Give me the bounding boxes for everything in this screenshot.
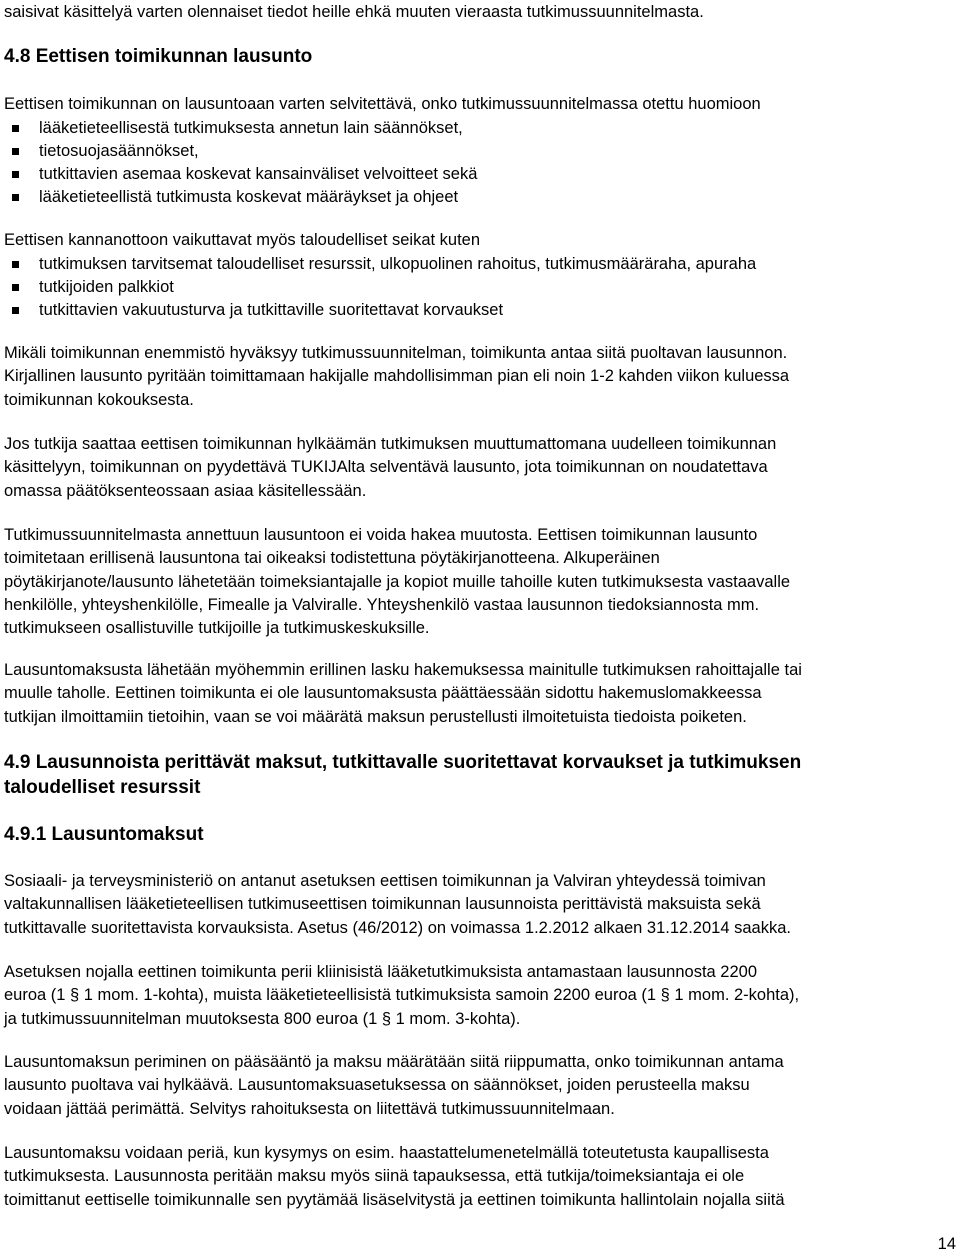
top-line: saisivat käsittelyä varten olennaiset tiedot heille ehkä muuten vieraasta tutkimussuunnitelmasta. [4, 3, 704, 21]
paragraph-line: Mikäli toimikunnan enemmistö hyväksyy tutkimussuunnitelman, toimikunta antaa siitä puoltavan lausunnon. [4, 344, 788, 362]
paragraph-line: toimittanut eettiselle toimikunnalle sen pyytämää lisäselvitystä ja eettinen toimikunta hallintolain nojalla siitä [4, 1190, 785, 1209]
paragraph-line: tutkimukseen osallistuville tutkijoille ja tutkimuskeskuksille. [4, 619, 430, 638]
paragraph-line: tutkimuksesta. Lausunnosta peritään maksu myös siinä tapauksessa, että tutkija/toimeksiantaja ei ole [4, 1167, 745, 1186]
square-bullet-icon [12, 194, 19, 201]
paragraph [4, 961, 956, 1031]
bullet-text: tutkijoiden palkkiot [39, 278, 174, 296]
paragraph-line: muulle taholle. Eettinen toimikunta ei ole lausuntomaksusta päättäessään sidottu hakemuslomakkeessa [4, 684, 762, 703]
paragraph-line: Sosiaali- ja terveysministeriö on antanut asetuksen eettisen toimikunnan ja Valviran yhteydessä toimivan [4, 872, 766, 890]
paragraph-line: Lausuntomaksun periminen on pääsääntö ja maksu määrätään siitä riippumatta, onko toimikunnan antama [4, 1053, 784, 1071]
paragraph [4, 433, 956, 503]
paragraph [4, 524, 956, 640]
heading-4-8: 4.8 Eettisen toimikunnan lausunto [4, 46, 313, 67]
paragraph-line: käsittelyyn, toimikunnan on pyydettävä TUKIJAlta selventävä lausunto, jota toimikunnan on noudatettava [4, 458, 768, 477]
paragraph-line: valtakunnallisen lääketieteellisen tutkimuseettisen toimikunnan lausunnoista perittävistä maksuista sekä [4, 895, 761, 914]
paragraph-line: tutkittavalle suoritettavista korvauksista. Asetus (46/2012) on voimassa 1.2.2012 alkaen 31.12.2014 saakka. [4, 918, 791, 937]
page-number: 14 [937, 1235, 956, 1253]
paragraph [4, 659, 956, 729]
square-bullet-icon [12, 171, 19, 178]
paragraph-line: Kirjallinen lausunto pyritään toimittamaan hakijalle mahdollisimman pian eli noin 1-2 kahden viikon kuluessa [4, 367, 790, 386]
paragraph [4, 1051, 956, 1121]
paragraph [4, 1142, 956, 1212]
paragraph-line: omassa päätöksenteossaan asiaa käsitellessään. [4, 481, 367, 500]
paragraph [4, 342, 956, 412]
square-bullet-icon [12, 148, 19, 155]
paragraph-line: ja tutkimussuunnitelman muutoksesta 800 euroa (1 § 1 mom. 3-kohta). [4, 1009, 521, 1028]
bullet-text: lääketieteellistä tutkimusta koskevat määräykset ja ohjeet [39, 188, 459, 206]
square-bullet-icon [12, 284, 19, 291]
square-bullet-icon [12, 125, 19, 132]
bullet-text: tutkimuksen tarvitsemat taloudelliset resurssit, ulkopuolinen rahoitus, tutkimusmääräraha, apuraha [39, 255, 757, 273]
section-4-8-intro2: Eettisen kannanottoon vaikuttavat myös taloudelliset seikat kuten [4, 231, 481, 249]
bullet-text: lääketieteellisestä tutkimuksesta annetun lain säännökset, [39, 119, 463, 137]
heading-4-9-line1: 4.9 Lausunnoista perittävät maksut, tutkittavalle suoritettavat korvaukset ja tutkimuksen [4, 752, 802, 773]
paragraph-line: henkilölle, yhteyshenkilölle, Fimealle ja Valviralle. Yhteyshenkilö vastaa lausunnon tiedoksiannosta mm. [4, 595, 760, 614]
heading-4-9-1: 4.9.1 Lausuntomaksut [4, 824, 204, 845]
square-bullet-icon [12, 261, 19, 268]
paragraph-line: Lausuntomaksusta lähetään myöhemmin erillinen lasku hakemuksessa mainitulle tutkimuksen rahoittajalle tai [4, 661, 802, 679]
paragraph-line: Lausuntomaksu voidaan periä, kun kysymys on esim. haastattelumenetelmällä toteutetusta kaupallisesta [4, 1144, 769, 1162]
bullet-text: tutkittavien asemaa koskevat kansainväliset velvoitteet sekä [39, 165, 478, 183]
heading-4-9-line2: taloudelliset resurssit [4, 777, 201, 798]
paragraph-line: toimitetaan erillisenä lausuntona tai oikeaksi todistettuna pöytäkirjanotteena. Alkuperäinen [4, 549, 660, 568]
paragraph-line: lausunto puoltava vai hylkäävä. Lausuntomaksuasetuksessa on säännökset, joiden perusteella maksu [4, 1076, 750, 1095]
paragraph-line: tutkijan ilmoittamiin tietoihin, vaan se voi määrätä maksun perustellusti ilmoitetuista tiedoista poiketen. [4, 707, 747, 726]
paragraph-line: toimikunnan kokouksesta. [4, 390, 194, 409]
paragraph-line: Asetuksen nojalla eettinen toimikunta perii kliinisistä lääketutkimuksista antamastaan lausunnosta 2200 [4, 963, 758, 981]
paragraph [4, 870, 956, 940]
paragraph-line: pöytäkirjanote/lausunto lähetetään toimeksiantajalle ja kopiot muille tahoille kuten tutkimuksesta vastaavalle [4, 572, 791, 591]
paragraph-line: voidaan jättää perimättä. Selvitys rahoituksesta on liitettävä tutkimussuunnitelmaan. [4, 1099, 615, 1118]
square-bullet-icon [12, 307, 19, 314]
bullet-text: tietosuojasäännökset, [39, 142, 199, 160]
section-4-8-intro: Eettisen toimikunnan on lausuntoaan varten selvitettävä, onko tutkimussuunnitelmassa otettu huomioon [4, 95, 761, 113]
paragraph-line: Jos tutkija saattaa eettisen toimikunnan hylkäämän tutkimuksen muuttumattomana uudelleen toimikunnan [4, 435, 777, 453]
bullet-text: tutkittavien vakuutusturva ja tutkittaville suoritettavat korvaukset [39, 301, 504, 319]
paragraph-line: euroa (1 § 1 mom. 1-kohta), muista lääketieteellisistä tutkimuksista samoin 2200 euroa (1 § 1 mom. 2-kohta), [4, 986, 800, 1005]
paragraph-line: Tutkimussuunnitelmasta annettuun lausuntoon ei voida hakea muutosta. Eettisen toimikunnan lausunto [4, 526, 758, 544]
